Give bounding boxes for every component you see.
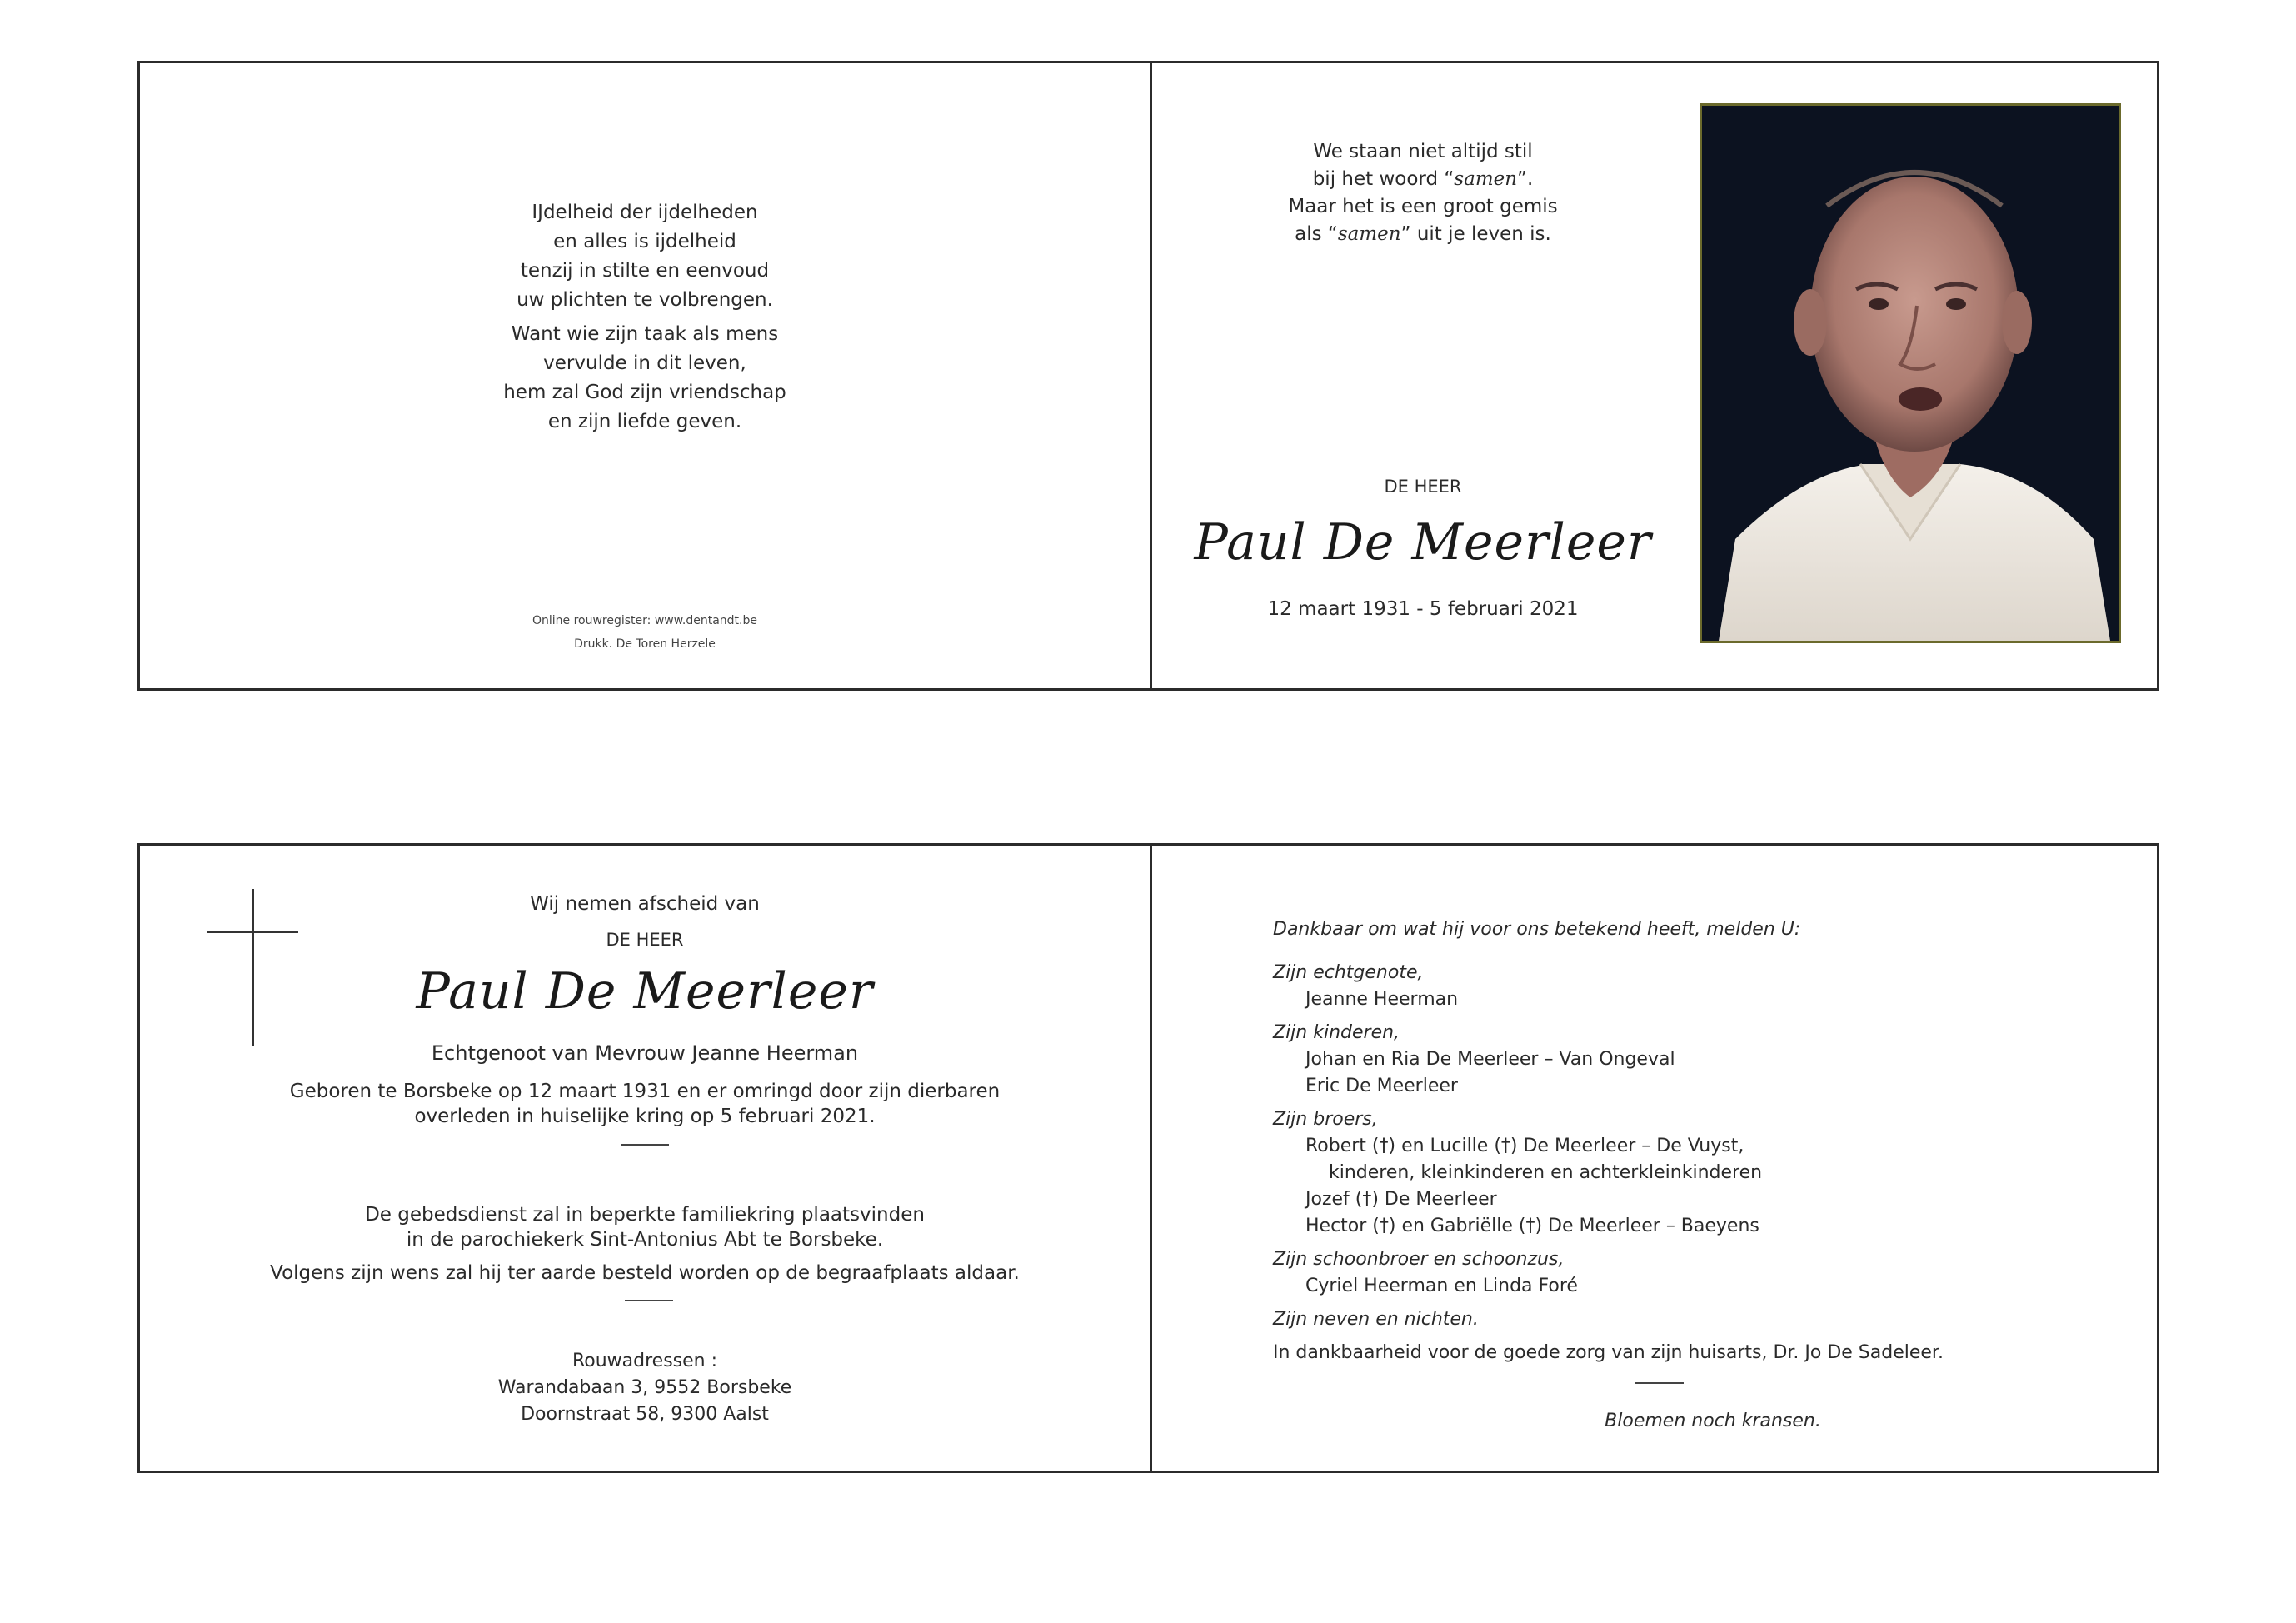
child-2: Eric De Meerleer bbox=[1305, 1076, 1458, 1096]
quote-line: als “samen” uit je leven is. bbox=[1295, 223, 1551, 245]
service-line-3: Volgens zijn wens zal hij ter aarde besteld worden op de begraafplaats aldaar. bbox=[270, 1262, 1020, 1284]
portrait-illustration bbox=[1702, 106, 2119, 641]
born-line-2: overleden in huiselijke kring op 5 februari 2021. bbox=[414, 1106, 876, 1127]
brother-1-descendants: kinderen, kleinkinderen en achterkleinkinderen bbox=[1329, 1162, 1763, 1183]
cousins-label: Zijn neven en nichten. bbox=[1273, 1309, 1479, 1330]
inlaws-names: Cyriel Heerman en Linda Foré bbox=[1305, 1276, 1578, 1296]
divider bbox=[1635, 1382, 1684, 1384]
poem-line: Want wie zijn taak als mens bbox=[511, 323, 779, 345]
deceased-name: Paul De Meerleer bbox=[416, 962, 874, 1021]
quote-line: We staan niet altijd stil bbox=[1313, 141, 1533, 162]
brother-2: Jozef (†) De Meerleer bbox=[1305, 1189, 1497, 1210]
online-register: Online rouwregister: www.dentandt.be bbox=[532, 614, 757, 627]
printer-credit: Drukk. De Toren Herzele bbox=[574, 637, 716, 651]
cover-quote bbox=[1152, 138, 1694, 248]
spouse-line: Echtgenoot van Mevrouw Jeanne Heerman bbox=[431, 1041, 859, 1065]
brother-1: Robert (†) en Lucille (†) De Meerleer – De Vuyst, bbox=[1305, 1136, 1744, 1156]
address-2: Doornstraat 58, 9300 Aalst bbox=[521, 1404, 769, 1425]
divider bbox=[625, 1300, 673, 1301]
closing-line: Bloemen noch kransen. bbox=[1605, 1411, 1821, 1431]
poem-line: en alles is ijdelheid bbox=[553, 231, 736, 252]
born-line-1: Geboren te Borsbeke op 12 maart 1931 en er omringd door zijn dierbaren bbox=[289, 1081, 1001, 1102]
poem-line: tenzij in stilte en eenvoud bbox=[520, 260, 770, 282]
family-header: Dankbaar om wat hij voor ons betekend heeft, melden U: bbox=[1273, 919, 1801, 940]
child-1: Johan en Ria De Meerleer – Van Ongeval bbox=[1305, 1049, 1675, 1070]
announcement-panel bbox=[140, 846, 1150, 1471]
divider bbox=[621, 1144, 669, 1146]
cover-name: Paul De Meerleer bbox=[1194, 513, 1652, 572]
address-1: Warandabaan 3, 9552 Borsbeke bbox=[497, 1377, 792, 1398]
intro-text: Wij nemen afscheid van bbox=[530, 893, 760, 915]
quote-line: Maar het is een groot gemis bbox=[1288, 196, 1558, 217]
brother-3: Hector (†) en Gabriëlle (†) De Meerleer – Baeyens bbox=[1305, 1216, 1759, 1236]
children-label: Zijn kinderen, bbox=[1273, 1022, 1400, 1043]
inlaws-label: Zijn schoonbroer en schoonzus, bbox=[1273, 1249, 1565, 1270]
poem-line: vervulde in dit leven, bbox=[543, 352, 746, 374]
portrait-photo bbox=[1700, 103, 2121, 643]
brothers-label: Zijn broers, bbox=[1273, 1109, 1378, 1130]
service-line-2: in de parochiekerk Sint-Antonius Abt te Borsbeke. bbox=[406, 1229, 884, 1251]
service-line-1: De gebedsdienst zal in beperkte familiekring plaatsvinden bbox=[365, 1204, 925, 1226]
thanks-line: In dankbaarheid voor de goede zorg van zijn huisarts, Dr. Jo De Sadeleer. bbox=[1273, 1342, 1944, 1363]
quote-line: bij het woord “samen”. bbox=[1312, 168, 1534, 190]
card-inside bbox=[137, 843, 2159, 1473]
cover-panel bbox=[1152, 63, 2157, 688]
poem-line: en zijn liefde geven. bbox=[547, 411, 742, 432]
address-label: Rouwadressen : bbox=[572, 1351, 718, 1371]
cover-dates: 12 maart 1931 - 5 februari 2021 bbox=[1267, 598, 1579, 620]
spouse-name: Jeanne Heerman bbox=[1305, 989, 1459, 1010]
poem-line: hem zal God zijn vriendschap bbox=[503, 382, 786, 403]
poem-line: uw plichten te volbrengen. bbox=[517, 289, 773, 311]
poem bbox=[140, 198, 1150, 437]
poem-line: IJdelheid der ijdelheden bbox=[532, 202, 758, 223]
family-panel bbox=[1152, 846, 2157, 1471]
title-text: DE HEER bbox=[606, 930, 684, 950]
cover-title: DE HEER bbox=[1384, 477, 1462, 497]
card-outside bbox=[137, 61, 2159, 691]
back-panel bbox=[140, 63, 1150, 688]
spouse-label: Zijn echtgenote, bbox=[1273, 962, 1424, 983]
